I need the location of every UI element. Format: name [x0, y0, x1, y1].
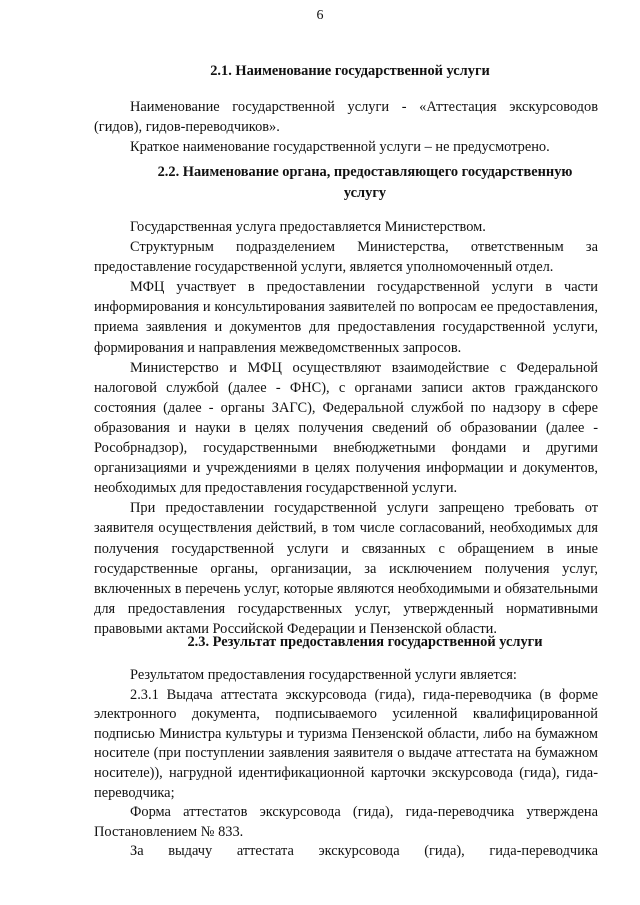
page-number: 6	[316, 8, 324, 23]
section-body-2-1	[94, 97, 598, 157]
section-heading-2-3: 2.3. Результат предоставления государственной услуги	[187, 634, 543, 650]
paragraph: Результатом предоставления государственной услуги является:	[130, 667, 517, 683]
paragraph: Краткое наименование государственной услуги – не предусмотрено.	[130, 139, 550, 156]
paragraph: Наименование государственной услуги - «Аттестация экскурсоводов (гидов), гидов-переводчиков».	[94, 99, 598, 136]
paragraph: За выдачу аттестата экскурсовода (гида), гида-переводчика	[130, 843, 598, 860]
paragraph: Министерство и МФЦ осуществляют взаимодействие с Федеральной налоговой службой (далее - ФНС), с органами записи актов гражданского состояния (далее - органы ЗАГС), Федеральной службой по надзору в сфере образования и науки в целях получения сведений об образовании (далее - Рособрнадзор), государственными внебюджетными фондами и другими организациями и учреждениями в целях получения информации и документов, необходимых для предоставления государственной услуги.	[94, 359, 598, 497]
paragraph: При предоставлении государственной услуги запрещено требовать от заявителя осуществления действий, в том числе согласований, необходимых для получения государственной услуги и связанных с обращением в иные государственные органы, организации, за исключением получения услуг, включенных в перечень услуг, которые являются необходимыми и обязательными для предоставления государственных услуг, утвержденный нормативными правовыми актами Российской Федерации и Пензенской области.	[94, 500, 598, 637]
paragraph: МФЦ участвует в предоставлении государственной услуги в части информирования и консультирования заявителей по вопросам ее предоставления, приема заявления и документов для предоставления государственной услуги, формирования и направления межведомственных запросов.	[94, 279, 598, 356]
paragraph: Государственная услуга предоставляется Министерством.	[130, 219, 486, 235]
paragraph: 2.3.1 Выдача аттестата экскурсовода (гида), гида-переводчика (в форме электронного документа, подписываемого усиленной квалифицированной подписью Министра культуры и туризма Пензенской области, либо на бумажном носителе (при поступлении заявления заявителя о выдаче аттестата на бумажном носителе)), нагрудной идентификационной карточки экскурсовода (гида), гида-переводчика;	[94, 686, 598, 801]
section-body-2-2	[94, 217, 598, 639]
paragraph: Структурным подразделением Министерства, ответственным за предоставление государственной услуги, является уполномоченный отдел.	[94, 239, 598, 276]
section-heading-2-2: 2.2. Наименование органа, предоставляющего государственную услугу	[157, 164, 573, 201]
section-body-2-3	[94, 666, 598, 862]
paragraph: Форма аттестатов экскурсовода (гида), гида-переводчика утверждена Постановлением № 833.	[94, 804, 598, 840]
section-heading-2-1: 2.1. Наименование государственной услуги	[210, 63, 490, 79]
